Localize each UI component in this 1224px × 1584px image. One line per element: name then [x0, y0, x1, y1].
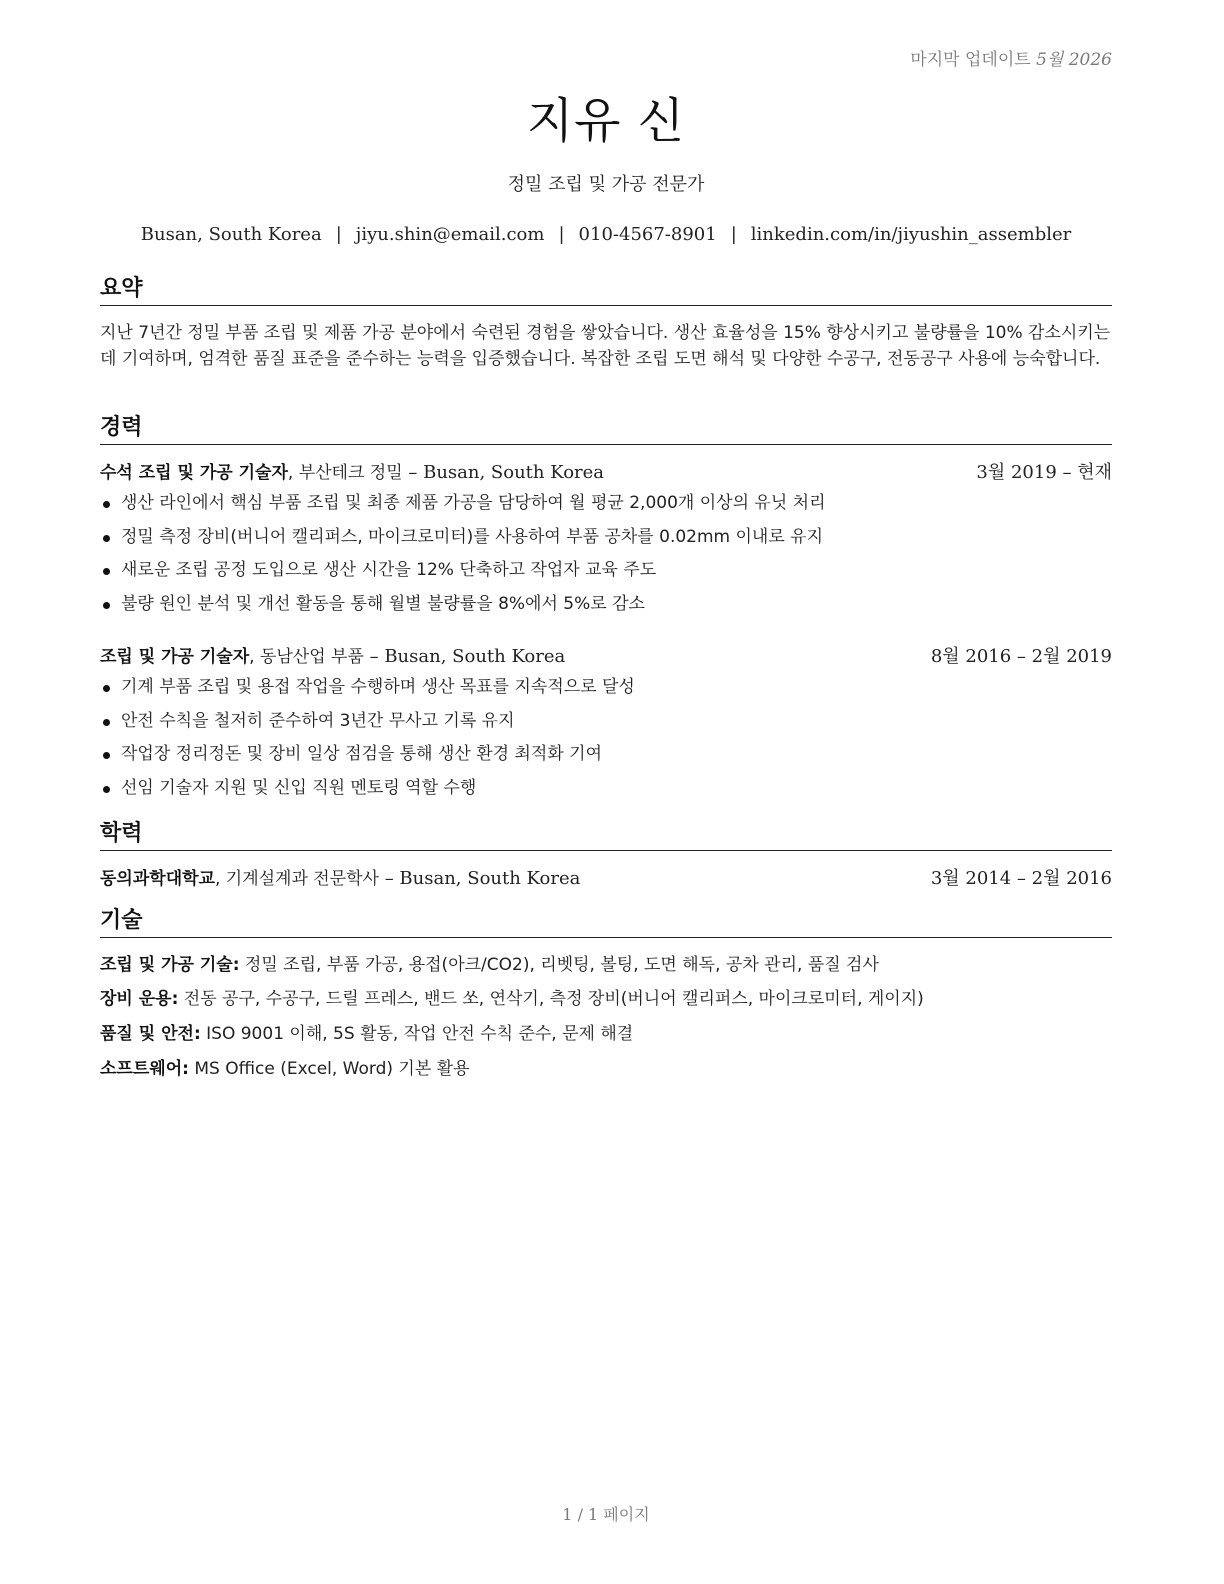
last-updated-label: 마지막 업데이트 — [910, 50, 1031, 70]
contact-separator: | — [730, 224, 737, 245]
job-header — [100, 460, 1112, 486]
job-bullets — [100, 674, 1112, 808]
skill-value: ISO 9001 이해, 5S 활동, 작업 안전 수칙 준수, 문제 해결 — [200, 1024, 634, 1044]
section-title-summary: 요약 — [100, 275, 1112, 306]
contact-separator: | — [558, 224, 565, 245]
section-title-experience: 경력 — [100, 414, 1112, 445]
skill-value: MS Office (Excel, Word) 기본 활용 — [188, 1059, 470, 1079]
degree: , 기계설계과 전문학사 — [214, 869, 379, 889]
job-location: – Busan, South Korea — [363, 646, 566, 667]
education-dates: 3월 2014 – 2월 2016 — [930, 868, 1112, 889]
candidate-name: 지유 신 — [526, 93, 686, 149]
skill-label: 장비 운용: — [100, 989, 179, 1009]
bullet-item: 기계 부품 조립 및 용접 작업을 수행하며 생산 목표를 지속적으로 달성 — [100, 674, 1112, 708]
contact-separator: | — [335, 224, 342, 245]
bullet-item: 불량 원인 분석 및 개선 활동을 통해 월별 불량률을 8%에서 5%로 감소 — [100, 591, 1112, 625]
education-entry — [100, 866, 1112, 892]
job-title: 조립 및 가공 기술자 — [100, 647, 250, 667]
section-title-skills: 기술 — [100, 907, 1112, 938]
job-title: 수석 조립 및 가공 기술자 — [100, 463, 288, 483]
contact-line — [100, 224, 1112, 245]
skill-label: 조립 및 가공 기술: — [100, 955, 240, 975]
job-dates: 3월 2019 – 현재 — [976, 462, 1112, 483]
bullet-item: 생산 라인에서 핵심 부품 조립 및 최종 제품 가공을 담당하여 월 평균 2,000개 이상의 유닛 처리 — [100, 490, 1112, 524]
page-number: 1 / 1 페이지 — [562, 1505, 650, 1524]
bullet-item: 정밀 측정 장비(버니어 캘리퍼스, 마이크로미터)를 사용하여 부품 공차를 0.02mm 이내로 유지 — [100, 524, 1112, 558]
skill-row — [100, 952, 1112, 978]
bullet-item: 선임 기술자 지원 및 신입 직원 멘토링 역할 수행 — [100, 775, 1112, 809]
job-company: , 부산테크 정밀 — [287, 463, 403, 483]
section-title-education: 학력 — [100, 820, 1112, 851]
skill-row — [100, 986, 1112, 1012]
contact-location: Busan, South Korea — [140, 224, 322, 245]
resume-page — [100, 0, 1112, 1584]
last-updated-date: 5월 2026 — [1036, 50, 1112, 70]
skill-label: 품질 및 안전: — [100, 1024, 201, 1044]
last-updated — [910, 45, 1112, 70]
bullet-item: 새로운 조립 공정 도입으로 생산 시간을 12% 단축하고 작업자 교육 주도 — [100, 557, 1112, 591]
skill-label: 소프트웨어: — [100, 1059, 189, 1079]
headline: 정밀 조립 및 가공 전문가 — [507, 174, 705, 195]
job-company: , 동남산업 부품 — [249, 647, 364, 667]
job-header — [100, 644, 1112, 670]
education-location: – Busan, South Korea — [378, 868, 581, 889]
contact-phone: 010-4567-8901 — [578, 224, 717, 245]
contact-email[interactable]: jiyu.shin@email.com — [355, 224, 545, 245]
skill-row — [100, 1021, 1112, 1047]
job-location: – Busan, South Korea — [402, 462, 605, 483]
skill-row — [100, 1056, 1112, 1082]
school-name: 동의과학대학교 — [100, 869, 215, 889]
contact-linkedin[interactable]: linkedin.com/in/jiyushin_assembler — [750, 224, 1072, 245]
job-dates: 8월 2016 – 2월 2019 — [930, 646, 1112, 667]
summary-text: 지난 7년간 정밀 부품 조립 및 제품 가공 분야에서 숙련된 경험을 쌓았습니다. 생산 효율성을 15% 향상시키고 불량률을 10% 감소시키는 데 기여하며, 엄격한 품질 표준을 준수하는 능력을 입증했습니다. 복잡한 조립 도면 해석 및 다양한 수공구, 전동공구 사용에 능숙합니다. — [100, 323, 1111, 369]
job-bullets — [100, 490, 1112, 624]
bullet-item: 안전 수칙을 철저히 준수하여 3년간 무사고 기록 유지 — [100, 708, 1112, 742]
bullet-item: 작업장 정리정돈 및 장비 일상 점검을 통해 생산 환경 최적화 기여 — [100, 741, 1112, 775]
skill-value: 전동 공구, 수공구, 드릴 프레스, 밴드 쏘, 연삭기, 측정 장비(버니어 캘리퍼스, 마이크로미터, 게이지) — [178, 989, 924, 1009]
skill-value: 정밀 조립, 부품 가공, 용접(아크/CO2), 리벳팅, 볼팅, 도면 해독, 공차 관리, 품질 검사 — [239, 955, 879, 975]
